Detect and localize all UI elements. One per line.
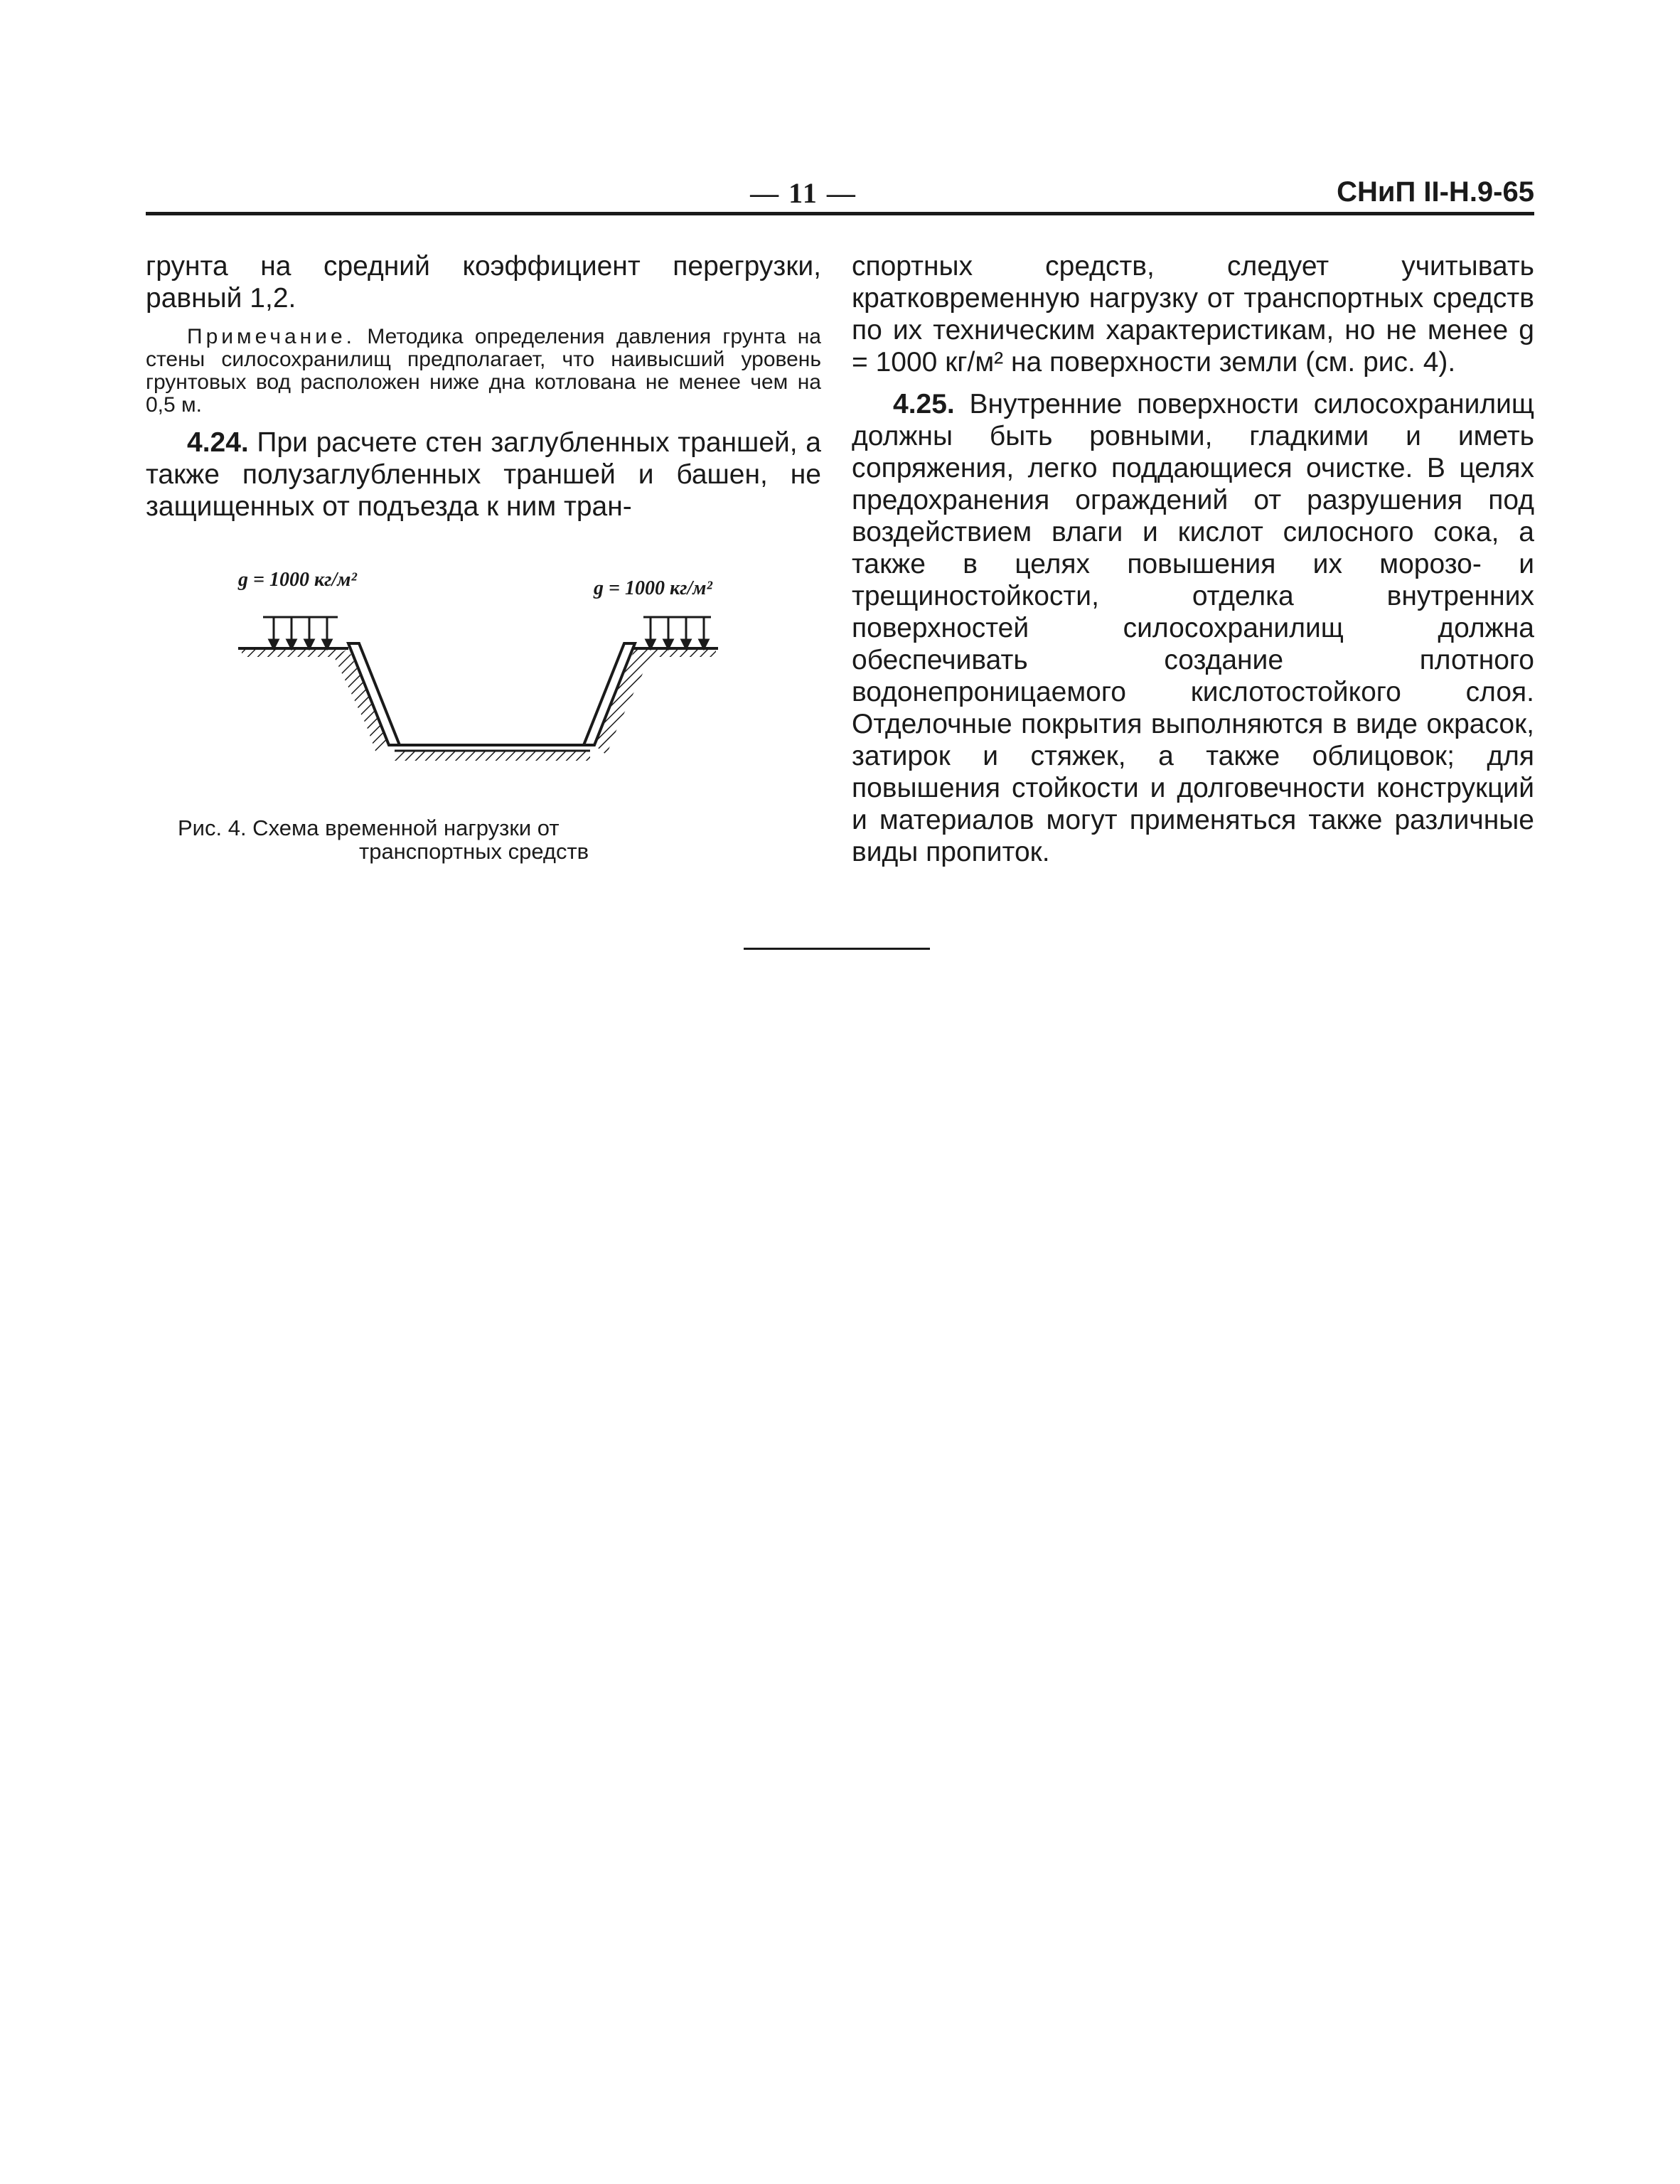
- note-label: Примечание.: [187, 325, 355, 348]
- end-rule: [744, 948, 930, 950]
- note-text: Методика определения давления грунта на стены силосохранилищ предполагает, что наивысший уровень грунтовых вод расположен ниже дна котлована не менее чем на 0,5 м.: [146, 325, 821, 417]
- clause-text: При расчете стен заглубленных траншей, а также полузаглубленных траншей и башен, не защищенных от подъезда к ним тран-: [146, 427, 821, 522]
- figure-caption: [178, 816, 818, 863]
- caption-line-1: Рис. 4. Схема временной нагрузки от: [178, 815, 560, 840]
- left-load-arrows: [263, 617, 338, 648]
- clause-4-25: [852, 388, 1534, 868]
- caption-line-2: транспортных средств: [359, 839, 589, 864]
- figure-trench-load-scheme: [235, 569, 747, 782]
- header-rule: [146, 212, 1534, 215]
- clause-4-24: [146, 427, 821, 523]
- trench-diagram: [235, 569, 747, 782]
- right-column: [852, 250, 1534, 868]
- left-column: [146, 250, 821, 523]
- page-number: — 11 —: [750, 177, 857, 209]
- load-label-left: g = 1000 кг/м²: [238, 569, 357, 591]
- bottom-soil-hatch: [395, 751, 590, 761]
- document-code: СНиП II-Н.9-65: [1337, 176, 1534, 208]
- clause-text: Внутренние поверхности силосохранилищ должны быть ровными, гладкими и иметь сопряжения, легко поддающиеся очистке. В целях предохранения ограждений от разрушения под воздействием влаги и кислот силосного сока, а также в целях повышения их морозо- и трещиностойкости, отделка внутренних поверхностей силосохранилищ должна обеспечивать создание плотного водонепроницаемого кислотостойкого слоя. Отделочные покрытия выполняются в виде окрасок, затирок и стяжек, а также облицовок; для повышения стойкости и долговечности конструкций и материалов могут применяться также различные виды пропиток.: [852, 389, 1534, 867]
- clause-number: 4.25.: [893, 389, 955, 419]
- paragraph-continued: спортных средств, следует учитывать кратковременную нагрузку от транспортных средств по их техническим характеристикам, но не менее g = 1000 кг/м² на поверхности земли (см. рис. 4).: [852, 251, 1534, 378]
- paragraph-continued: грунта на средний коэффициент перегрузки, равный 1,2.: [146, 251, 821, 314]
- load-label-right: g = 1000 кг/м²: [594, 577, 712, 599]
- right-load-arrows: [643, 617, 711, 648]
- note-paragraph: [146, 326, 821, 417]
- clause-number: 4.24.: [187, 427, 249, 458]
